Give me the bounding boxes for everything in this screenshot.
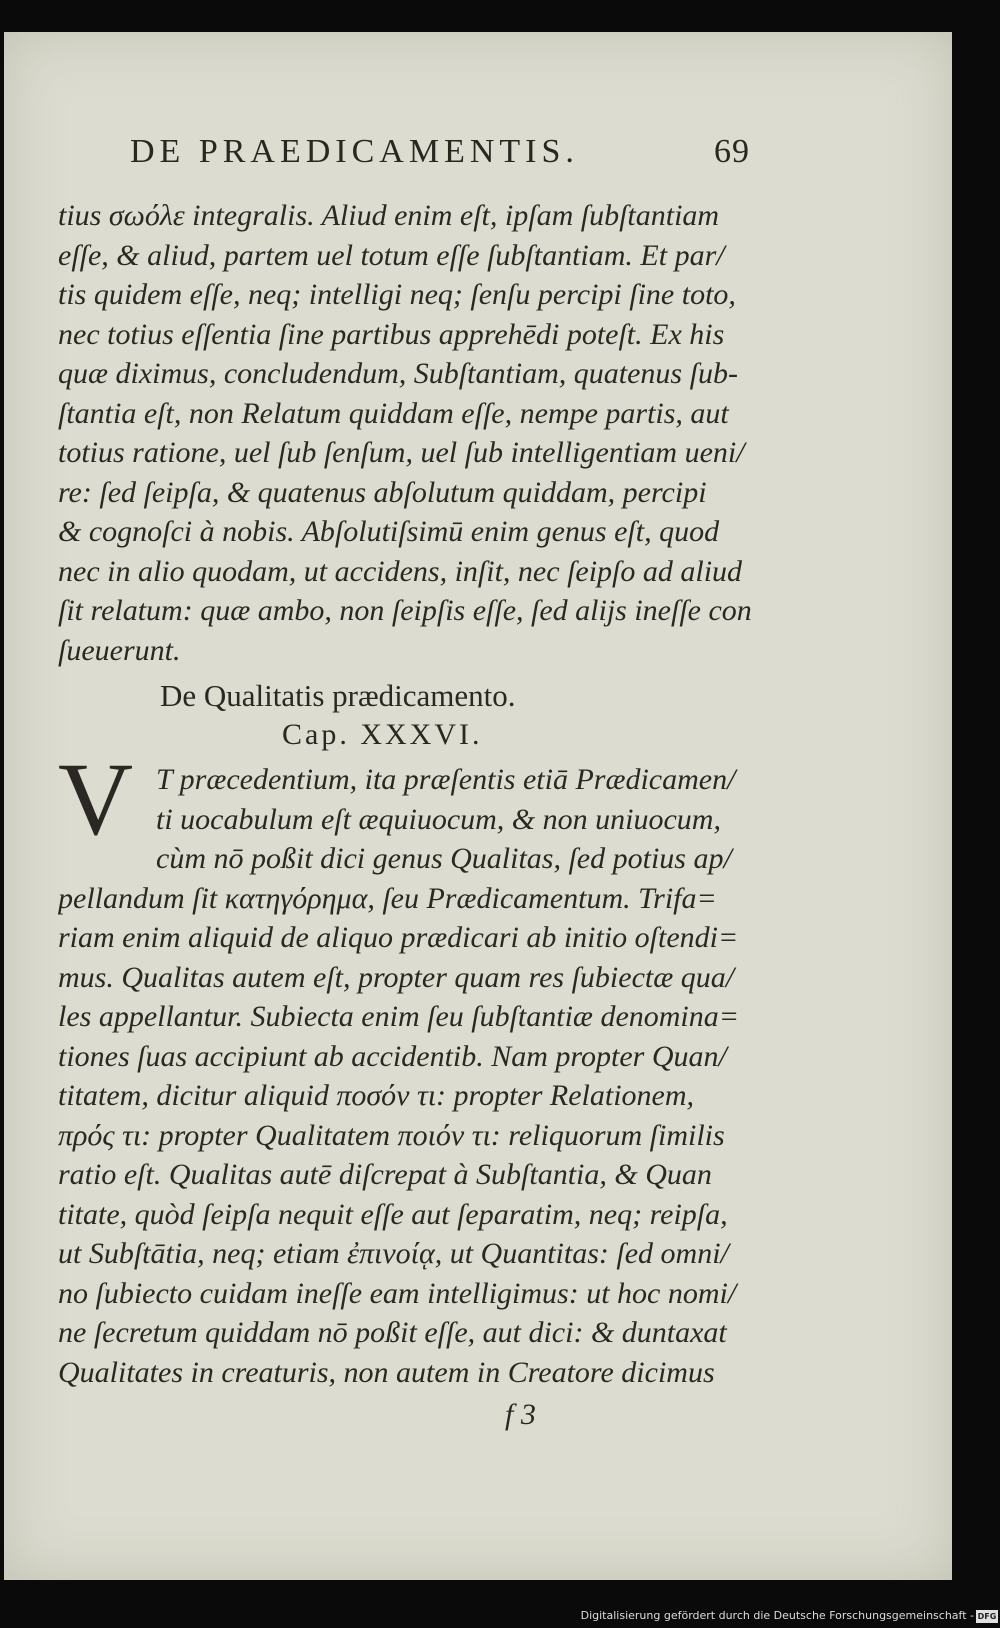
text-line: T præcedentium, ita præſentis etiā Prædicamen/ (156, 763, 736, 796)
text-line: ne ſecretum quiddam nō poßit eſſe, aut dici: & duntaxat (58, 1316, 727, 1349)
text-line: mus. Qualitas autem eſt, propter quam res ſubiectæ qua/ (58, 960, 735, 994)
section-text (58, 760, 768, 1392)
text-line: re: ſed ſeipſa, & quatenus abſolutum quiddam, percipi (58, 475, 707, 509)
text-line: πρός τι: propter Qualitatem ποιόν τι: reliquorum ſimilis (58, 1118, 725, 1152)
text-line: tis quidem eſſe, neq; intelligi neq; ſenſu percipi ſine toto, (58, 278, 736, 311)
footer-text: Digitalisierung gefördert durch die Deutsche Forschungsgemeinschaft - (580, 1609, 974, 1622)
text-line: cùm nō poßit dici genus Qualitas, ſed potius ap/ (156, 842, 732, 875)
text-line: ſueuerunt. (58, 633, 181, 667)
body-text (58, 196, 758, 670)
text-line: titate, quòd ſeipſa nequit eſſe aut ſeparatim, neq; reipſa, (58, 1197, 728, 1231)
text-line: & cognoſci à nobis. Abſolutiſsimū enim genus eſt, quod (58, 515, 720, 548)
text-line: tiones ſuas accipiunt ab accidentib. Nam propter Quan/ (58, 1039, 727, 1073)
running-head (130, 124, 750, 180)
footer-credit (0, 1606, 1000, 1628)
text-line: ti uocabulum eſt æquiuocum, & non uniuocum, (156, 802, 721, 836)
dfg-logo-icon: DFG (977, 1612, 997, 1621)
running-head-title: DE PRAEDICAMENTIS. (130, 133, 579, 170)
page-number: 69 (714, 133, 750, 170)
text-line: nec in alio quodam, ut accidens, inſit, nec ſeipſo ad aliud (58, 554, 743, 588)
chapter-number: Cap. XXXVI. (282, 718, 483, 751)
text-line: eſſe, & aliud, partem uel totum eſſe ſubſtantiam. Et par/ (58, 238, 725, 272)
text-line: ſtantia eſt, non Relatum quiddam eſſe, nempe partis, aut (58, 396, 729, 430)
signature-mark: f 3 (505, 1398, 536, 1431)
text-line: ſit relatum: quæ ambo, non ſeipſis eſſe, ſed alijs ineſſe con (58, 594, 752, 627)
text-line: riam enim aliquid de aliquo prædicari ab initio oſtendi= (58, 921, 739, 954)
text-line: ut Subſtātia, neq; etiam ἐπινοίᾳ, ut Quantitas: ſed omni/ (58, 1237, 729, 1270)
text-line: Qualitates in creaturis, non autem in Creatore dicimus (58, 1355, 715, 1389)
drop-cap: V (58, 742, 134, 857)
text-line: tius σωόλε integralis. Aliud enim eſt, ipſam ſubſtantiam (58, 199, 720, 232)
text-line: quæ diximus, concludendum, Subſtantiam, quatenus ſub- (58, 357, 738, 390)
text-line: les appellantur. Subiecta enim ſeu ſubſtantiæ denomina= (58, 1000, 740, 1033)
text-line: no ſubiecto cuidam ineſſe eam intelligimus: ut hoc nomi/ (58, 1276, 737, 1310)
section-heading: De Qualitatis prædicamento. (160, 678, 516, 713)
text-line: nec totius eſſentia ſine partibus apprehēdi poteſt. Ex his (58, 317, 725, 351)
text-line: titatem, dicitur aliquid ποσόν τι: propter Relationem, (58, 1079, 695, 1112)
text-line: pellandum ſit κατηγόρημα, ſeu Prædicamentum. Trifa= (58, 881, 717, 915)
text-line: totius ratione, uel ſub ſenſum, uel ſub intelligentiam ueni/ (58, 436, 745, 469)
text-line: ratio eſt. Qualitas autē diſcrepat à Subſtantia, & Quan (58, 1158, 712, 1191)
